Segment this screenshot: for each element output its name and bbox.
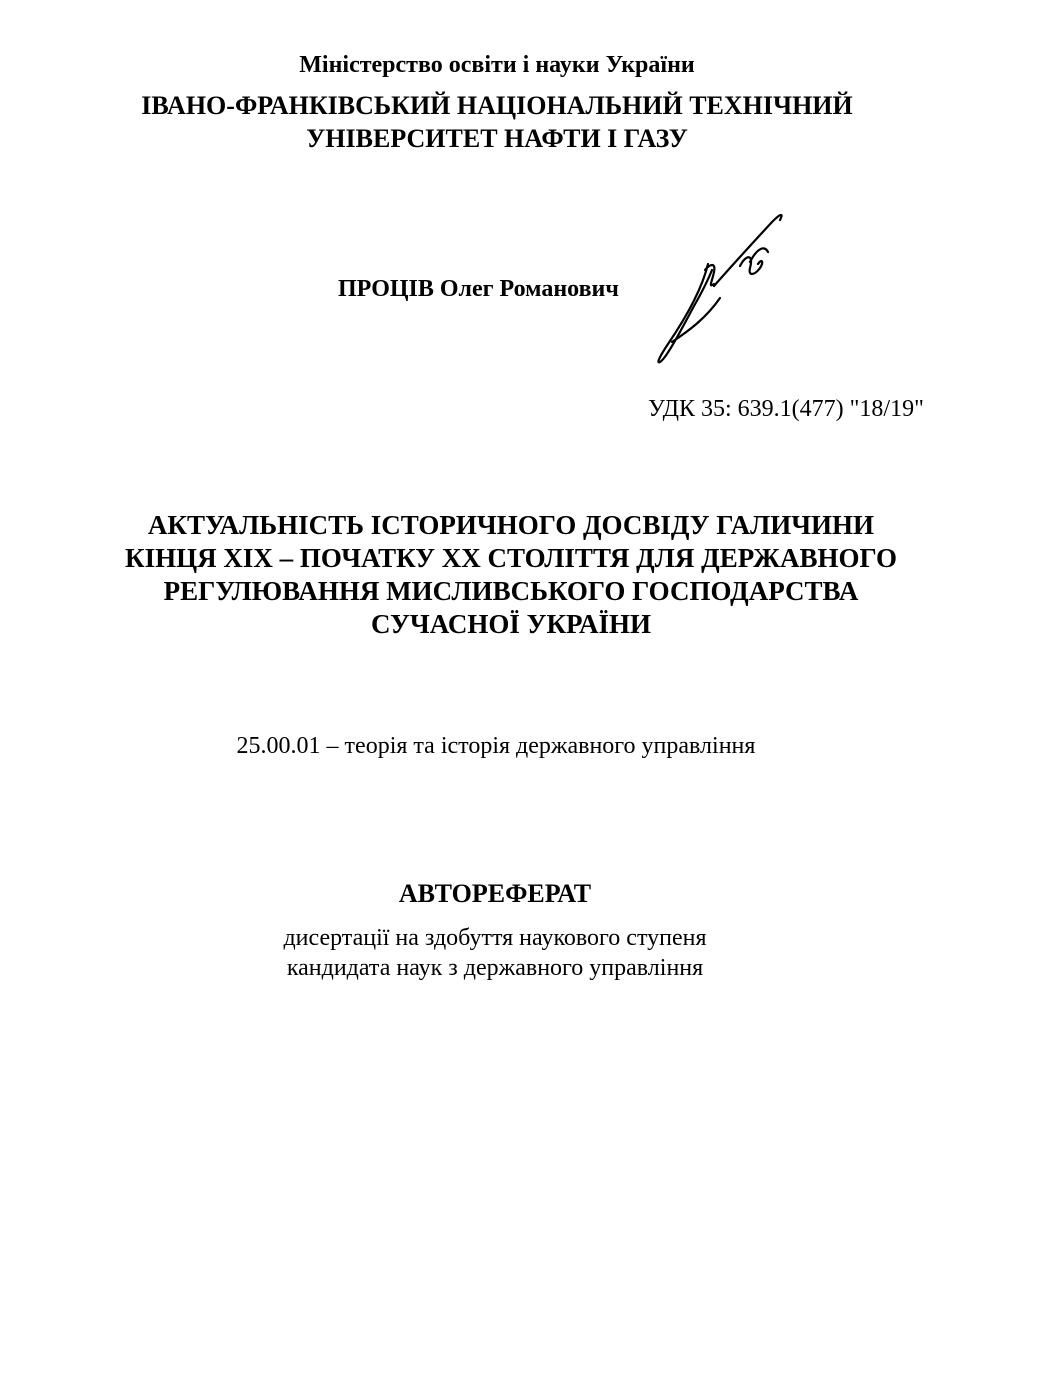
university-name-line-2: УНІВЕРСИТЕТ НАФТИ І ГАЗУ xyxy=(306,124,688,153)
author-name: ПРОЦІВ Олег Романович xyxy=(338,276,619,302)
university-name-line-1: ІВАНО-ФРАНКІВСЬКИЙ НАЦІОНАЛЬНИЙ ТЕХНІЧНИЙ xyxy=(141,91,853,120)
udc-code: УДК 35: 639.1(477) "18/19" xyxy=(648,396,924,422)
dissertation-title-line-1: АКТУАЛЬНІСТЬ ІСТОРИЧНОГО ДОСВІДУ ГАЛИЧИНИ xyxy=(147,510,875,540)
abstract-description-line-2: кандидата наук з державного управління xyxy=(286,955,704,981)
abstract-description-line-1: дисертації на здобуття наукового ступеня xyxy=(283,925,707,951)
ministry-name: Міністерство освіти і науки України xyxy=(299,52,695,78)
dissertation-title-line-3: РЕГУЛЮВАННЯ МИСЛИВСЬКОГО ГОСПОДАРСТВА xyxy=(163,576,859,606)
abstract-heading: АВТОРЕФЕРАТ xyxy=(398,879,592,908)
dissertation-title-line-4: СУЧАСНОЇ УКРАЇНИ xyxy=(370,609,652,639)
specialty-code: 25.00.01 – теорія та історія державного управління xyxy=(236,733,756,759)
dissertation-title-line-2: КІНЦЯ ХІХ – ПОЧАТКУ ХХ СТОЛІТТЯ ДЛЯ ДЕРЖАВНОГО xyxy=(125,543,897,573)
handwritten-signature xyxy=(650,214,820,374)
